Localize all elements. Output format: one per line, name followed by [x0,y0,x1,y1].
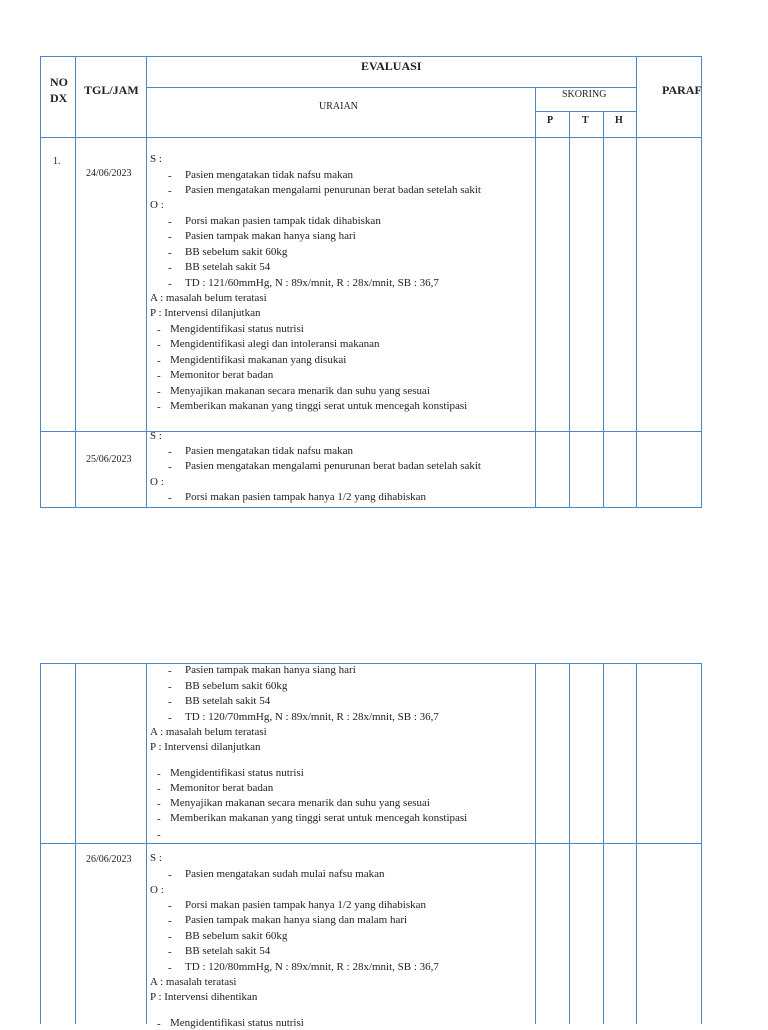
row1-p-item: Mengidentifikasi makanan yang disukai [170,354,347,366]
row1-p-item: Memonitor berat badan [170,369,274,381]
row1-o-item: TD : 121/60mmHg, N : 89x/mnit, R : 28x/mnit, SB : 36,7 [185,277,439,289]
header-dx: DX [50,91,68,105]
header-h: H [615,115,623,126]
header-uraian: URAIAN [319,101,358,112]
bullet-dash: - [168,931,172,943]
col-line [535,663,536,1024]
bullet-dash: - [168,869,172,881]
row3-o-item: BB setelah sakit 54 [185,945,271,957]
row2-s-label: S : [150,430,162,442]
col-line [75,663,76,1024]
col-line [603,663,604,1024]
bullet-dash: - [168,712,172,724]
row2-o-item: TD : 120/70mmHg, N : 89x/mnit, R : 28x/mnit, SB : 36,7 [185,711,439,723]
row3-o-label: O : [150,884,164,896]
bullet-dash: - [168,461,172,473]
header-p: P [547,115,554,126]
row2-o-item: BB setelah sakit 54 [185,695,271,707]
row1-o-item: BB setelah sakit 54 [185,261,271,273]
skoring-underline [535,111,636,112]
bullet-dash: - [157,1018,161,1030]
col-line [40,56,41,508]
col-line [146,663,147,1024]
bullet-dash: - [168,946,172,958]
header-skoring: SKORING [562,89,607,100]
bullet-dash: - [168,446,172,458]
row2-o-item: Pasien tampak makan hanya siang hari [185,664,356,676]
col-line [569,111,570,508]
row3-p-item: Mengidentifikasi status nutrisi [170,1017,304,1029]
col-line [569,663,570,1024]
bullet-dash: - [168,900,172,912]
row2-p-line: P : Intervensi dilanjutkan [150,741,261,753]
row2-s-item: Pasien mengatakan tidak nafsu makan [185,445,354,457]
row1-s-label: S : [150,153,162,165]
col-line [636,56,637,508]
row3-date: 26/06/2023 [86,854,132,865]
bullet-dash: - [157,370,161,382]
row1-p-item: Menyajikan makanan secara menarik dan suhu yang sesuai [170,385,430,397]
col-line [75,56,76,508]
bullet-dash: - [168,962,172,974]
row1-o-item: Pasien tampak makan hanya siang hari [185,230,356,242]
row3-s-label: S : [150,852,162,864]
row1-o-item: Porsi makan pasien tampak tidak dihabiskan [185,215,381,227]
row3-p-line: P : Intervensi dihentikan [150,991,258,1003]
row2-o-item: Porsi makan pasien tampak hanya 1/2 yang dihabiskan [185,491,427,503]
bullet-dash: - [168,278,172,290]
row2-s-item: Pasien mengatakan mengalami penurunan berat badan setelah sakit [185,460,481,472]
row3-s-item: Pasien mengatakan sudah mulai nafsu makan [185,868,385,880]
row1-p-item: Mengidentifikasi alegi dan intoleransi makanan [170,338,380,350]
bullet-dash: - [168,216,172,228]
row1-o-item: BB sebelum sakit 60kg [185,246,288,258]
bullet-dash: - [157,401,161,413]
bullet-dash: - [168,665,172,677]
row3-o-item: TD : 120/80mmHg, N : 89x/mnit, R : 28x/mnit, SB : 36,7 [185,961,439,973]
bullet-dash: - [157,768,161,780]
row2-a-line: A : masalah belum teratasi [150,726,267,738]
col-line [603,111,604,508]
row2-p-item: Mengidentifikasi status nutrisi [170,767,304,779]
table1-top-border [40,56,702,57]
row1-date: 24/06/2023 [86,168,132,179]
bullet-dash: - [157,386,161,398]
bullet-dash: - [168,170,172,182]
row2-p-item: Memberikan makanan yang tinggi serat untuk mencegah konstipasi [170,812,468,824]
row2-p-item: Memonitor berat badan [170,782,274,794]
row2-o-item: BB sebelum sakit 60kg [185,680,288,692]
bullet-dash: - [168,262,172,274]
row3-a-line: A : masalah teratasi [150,976,237,988]
row3-o-item: Pasien tampak makan hanya siang dan malam hari [185,914,408,926]
row1-o-label: O : [150,199,164,211]
row1-s-item: Pasien mengatakan tidak nafsu makan [185,169,354,181]
bullet-dash: - [157,339,161,351]
bullet-dash: - [168,231,172,243]
row1-no: 1. [53,156,61,167]
row2-o-label: O : [150,476,164,488]
row3-o-item: BB sebelum sakit 60kg [185,930,288,942]
bullet-dash: - [157,324,161,336]
header-evaluasi: EVALUASI [361,59,422,73]
row2-date: 25/06/2023 [86,454,132,465]
row1-a-line: A : masalah belum teratasi [150,292,267,304]
row1-p-line: P : Intervensi dilanjutkan [150,307,261,319]
bullet-dash: - [157,798,161,810]
col-line [701,56,702,508]
col-line [40,663,41,1024]
row1-p-item: Memberikan makanan yang tinggi serat untuk mencegah konstipasi [170,400,468,412]
col-line [701,663,702,1024]
header-no: NO [50,75,68,89]
bullet-dash: - [168,247,172,259]
bullet-dash: - [157,813,161,825]
bullet-dash: - [157,783,161,795]
bullet-dash: - [168,492,172,504]
header-t: T [582,115,589,126]
col-line [146,56,147,508]
bullet-dash: - [168,915,172,927]
header-paraf: PARAF [662,83,702,97]
row3-o-item: Porsi makan pasien tampak hanya 1/2 yang dihabiskan [185,899,427,911]
row2-p-item: Menyajikan makanan secara menarik dan suhu yang sesuai [170,797,430,809]
bullet-dash: - [157,829,161,841]
evaluasi-underline [146,87,636,88]
col-line [636,663,637,1024]
row1-p-item: Mengidentifikasi status nutrisi [170,323,304,335]
col-line [535,87,536,508]
bullet-dash: - [168,681,172,693]
bullet-dash: - [168,185,172,197]
row1-s-item: Pasien mengatakan mengalami penurunan berat badan setelah sakit [185,184,481,196]
bullet-dash: - [168,696,172,708]
header-tgl-jam: TGL/JAM [84,83,139,97]
bullet-dash: - [157,355,161,367]
